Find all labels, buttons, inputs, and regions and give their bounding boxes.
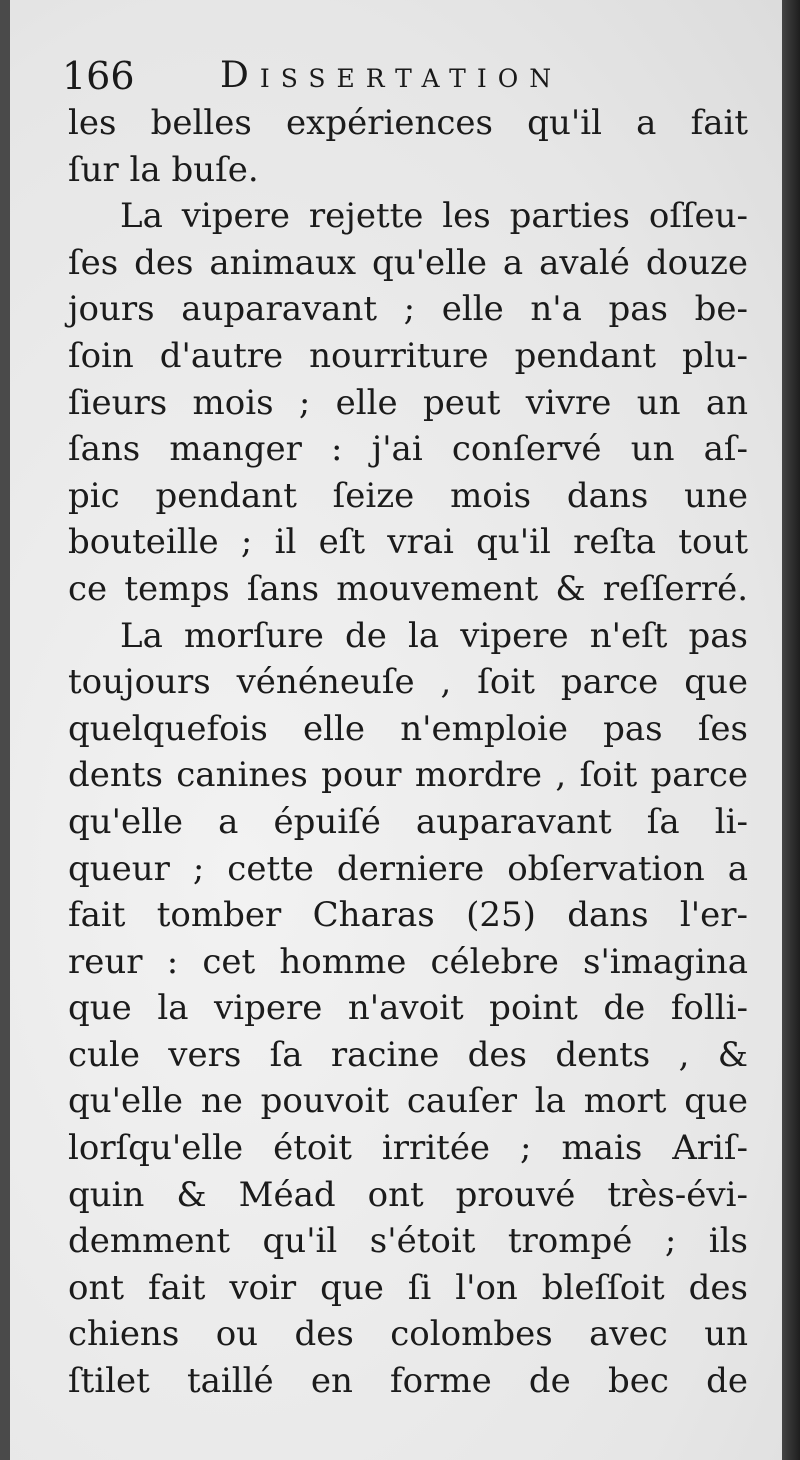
text-line: toujours vénéneuſe , ſoit parce que xyxy=(68,662,748,703)
text-line: quin & Méad ont prouvé très-évi- xyxy=(68,1174,748,1215)
text-line: pic pendant ſeize mois dans une xyxy=(68,475,748,516)
text-line: jours auparavant ; elle n'a pas be- xyxy=(68,289,748,330)
text-line: ſieurs mois ; elle peut vivre un an xyxy=(68,382,748,423)
text-line: qu'elle a épuiſé auparavant ſa li- xyxy=(68,801,748,842)
text-line: La vipere rejette les parties oſſeu- xyxy=(120,196,748,237)
running-title: Dissertation xyxy=(220,55,563,96)
text-line: bouteille ; il eſt vrai qu'il reſta tout xyxy=(68,522,748,563)
page-header xyxy=(62,46,752,106)
text-line: ſans manger : j'ai conſervé un aſ- xyxy=(68,429,748,470)
text-line: queur ; cette derniere obſervation a xyxy=(68,848,748,889)
text-line: ſoin d'autre nourriture pendant plu- xyxy=(68,335,748,376)
text-line: ſur la buſe. xyxy=(68,149,259,190)
text-line: les belles expériences qu'il a fait xyxy=(68,103,748,143)
page-number: 166 xyxy=(62,54,135,98)
text-line: ſes des animaux qu'elle a avalé douze xyxy=(68,242,748,283)
text-line: dents canines pour mordre , ſoit parce xyxy=(68,755,748,796)
text-line: ſtilet taillé en forme de bec de xyxy=(68,1361,748,1402)
text-line: que la vipere n'avoit point de folli- xyxy=(68,988,748,1029)
book-page xyxy=(10,0,782,1460)
text-line: La morſure de la vipere n'eſt pas xyxy=(120,615,748,656)
text-line: cule vers ſa racine des dents , & xyxy=(68,1034,748,1075)
text-line: quelquefois elle n'emploie pas ſes xyxy=(68,708,748,749)
body-text xyxy=(68,100,748,1405)
text-line: reur : cet homme célebre s'imagina xyxy=(68,941,748,982)
text-line: fait tomber Charas (25) dans l'er- xyxy=(68,895,748,936)
text-line: lorſqu'elle étoit irritée ; mais Ariſ- xyxy=(68,1128,748,1169)
text-line: chiens ou des colombes avec un xyxy=(68,1314,748,1355)
text-line: ont fait voir que ſi l'on bleſſoit des xyxy=(68,1267,748,1308)
text-line: ce temps ſans mouvement & reſſerré. xyxy=(68,568,748,609)
page-edge-shadow xyxy=(782,0,800,1460)
text-line: qu'elle ne pouvoit cauſer la mort que xyxy=(68,1081,748,1122)
text-line: demment qu'il s'étoit trompé ; ils xyxy=(68,1221,748,1262)
